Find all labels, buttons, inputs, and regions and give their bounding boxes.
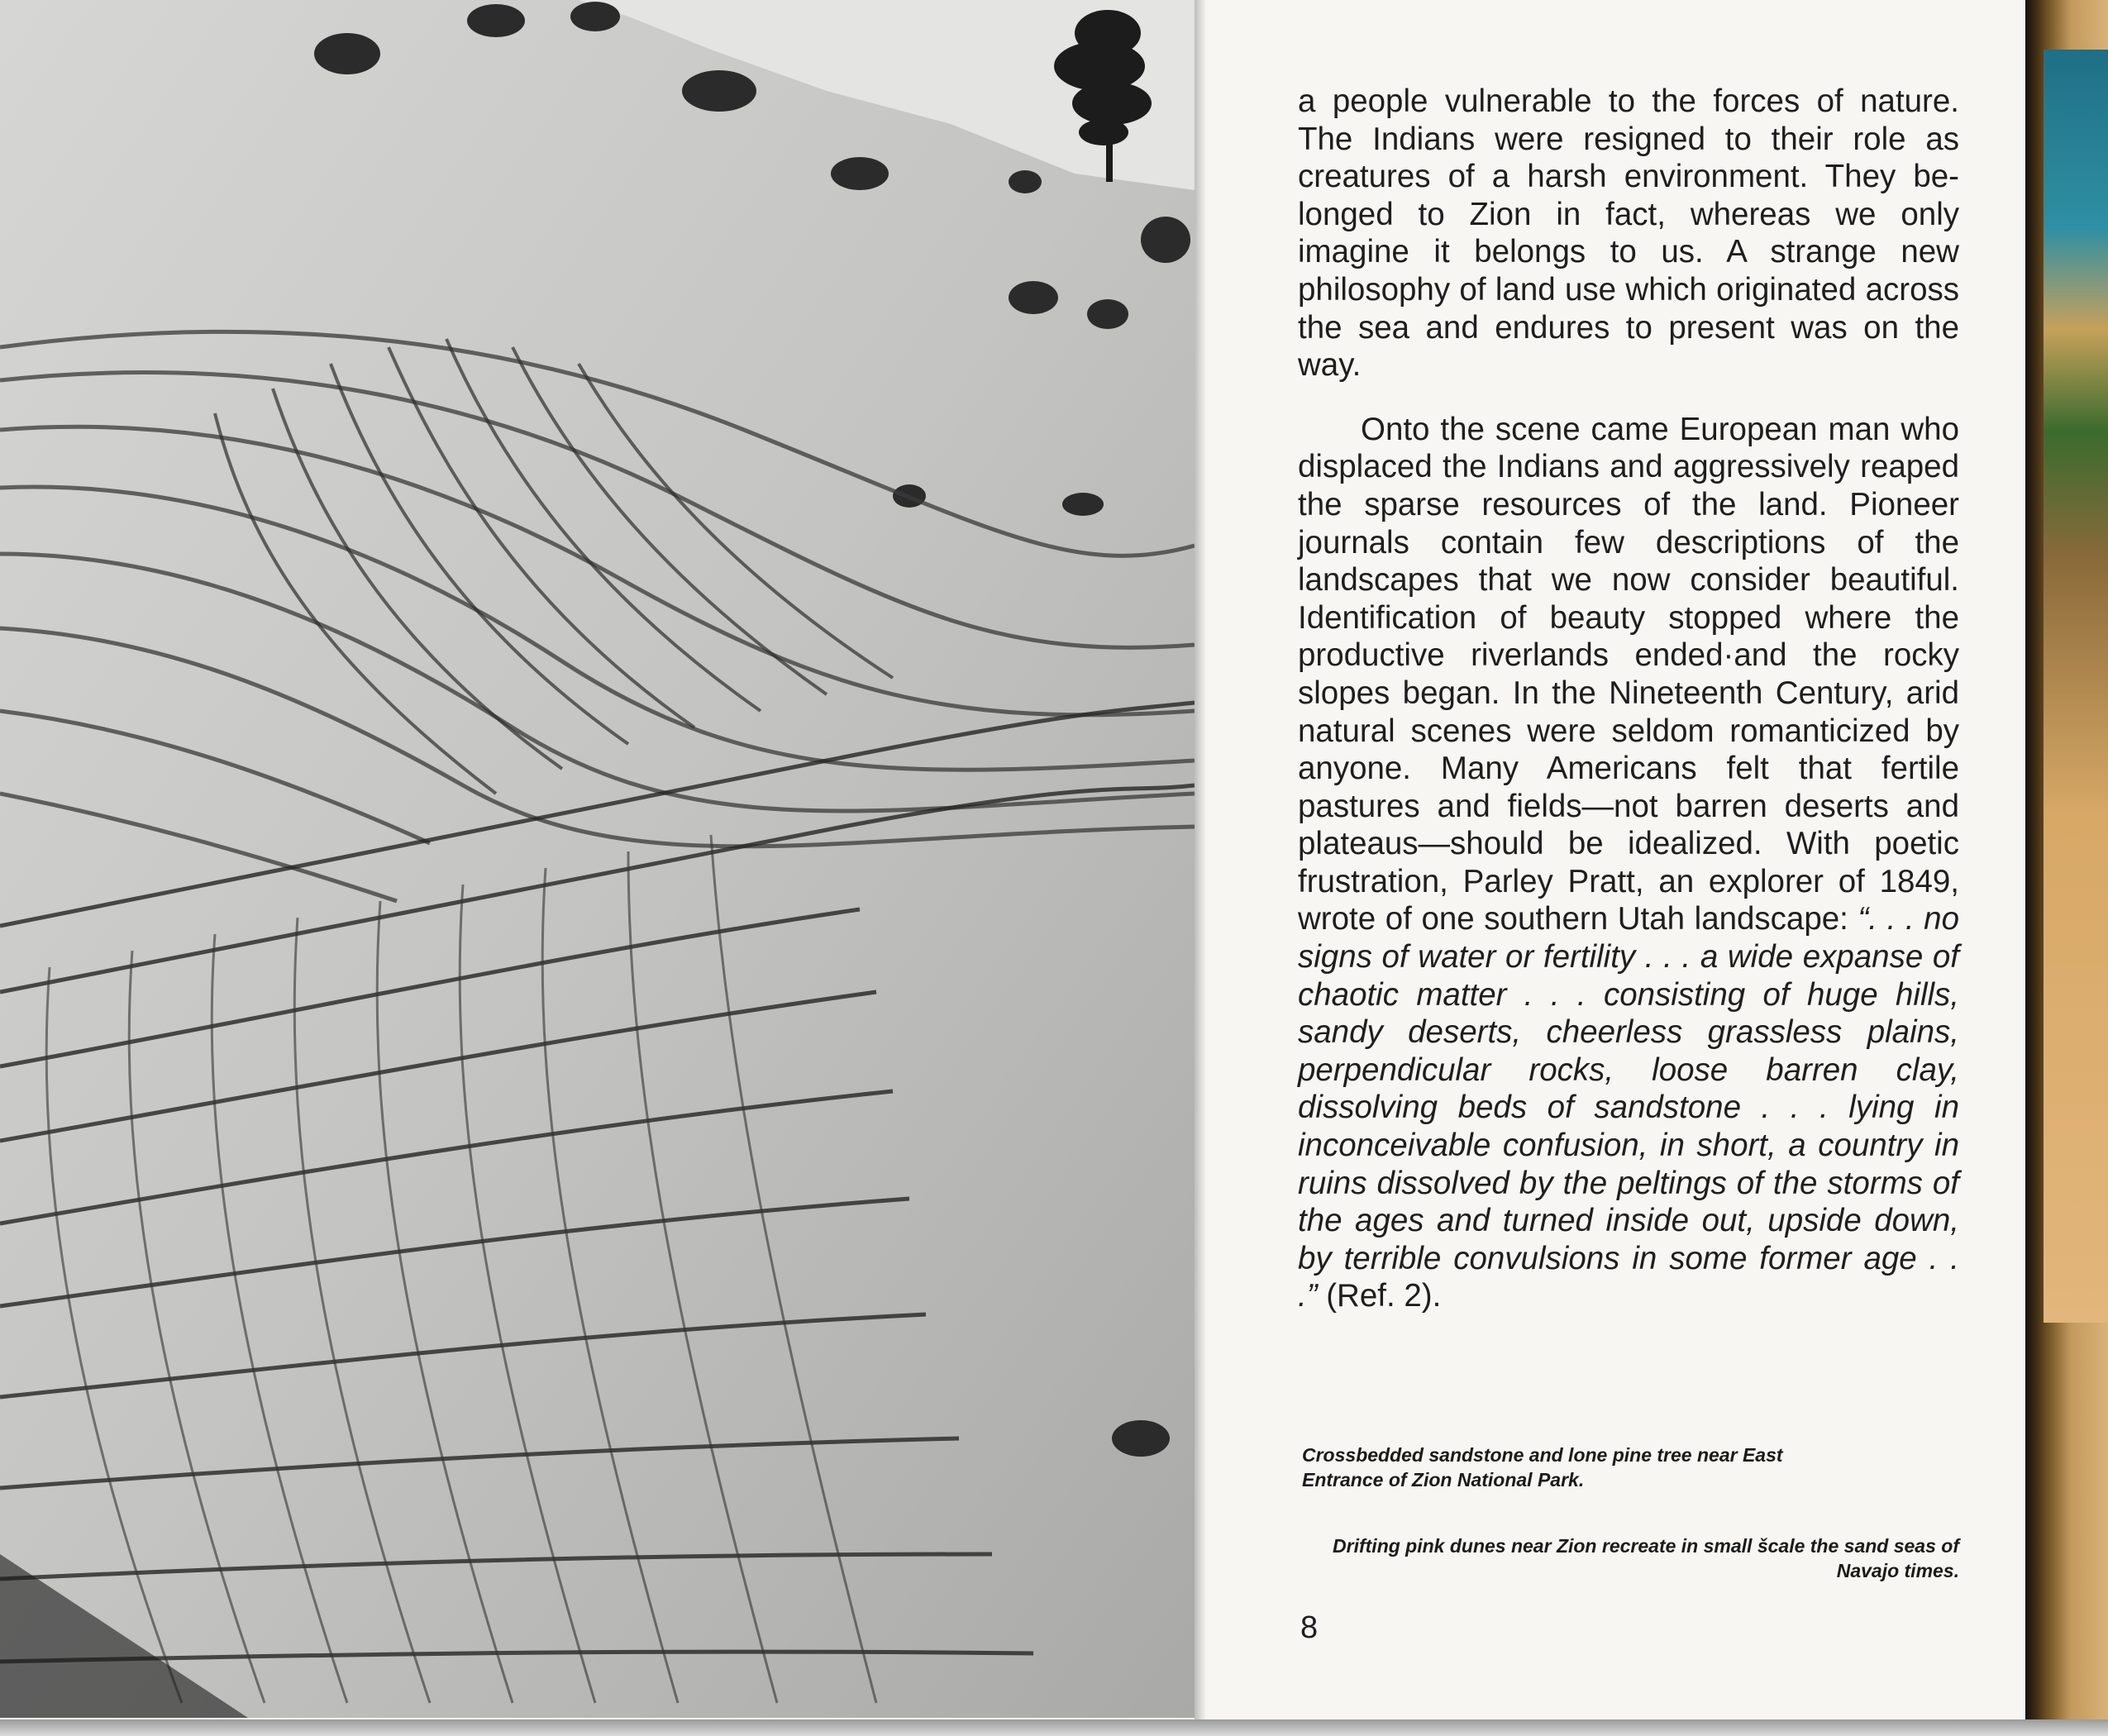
pratt-quote: “. . . no signs of water or fertility . . . a wide expanse of chaotic matter . . . consisting of huge hills, sandy deserts, cheerless grassless plains, perpendicular rocks, loose barren clay, dissolving beds of sandstone . . . lying in inconceivable confusion, in short, a country in ruins dissolved by the peltings of the storms of the ages and turned inside out, upside down, by terrible convulsions in some former age . . .”: [1298, 901, 1960, 1314]
dune-photo-edge: [2044, 50, 2108, 1323]
body-text-column: [1298, 83, 1959, 1315]
caption-left-photo: Crossbedded sandstone and lone pine tree near East Entrance of Zion National Park.: [1302, 1444, 1783, 1490]
page-gutter: [1195, 0, 1206, 1724]
scan-bottom-edge: [0, 1719, 2108, 1736]
paragraph-2: [1298, 411, 1959, 1315]
photo-captions: [1302, 1443, 1963, 1583]
reference-citation: (Ref. 2).: [1317, 1278, 1442, 1314]
paragraph-2-intro: Onto the scene came European man who displaced the Indians and aggressively reaped the sparse resources of the land. Pioneer journals contain few descriptions of the landscapes that we now consider beautiful. Identification of beauty stopped where the productive riverlands ended·and the rocky slopes began. In the Nineteenth Century, arid natural scenes were seldom romanticized by anyone. Many Americans felt that fertile pastures and fields—not barren deserts and plateaus—should be idealized. With poetic frustration, Parley Pratt, an explorer of 1849, wrote of one southern Utah landscape:: [1298, 411, 1959, 937]
paragraph-1: a people vulnerable to the forces of nature. The Indians were resigned to their role as creatures of a harsh environment. They belonged to Zion in fact, whereas we only imagine it belongs to us. A strange new philosophy of land use which originated across the sea and endures to present was on the way.: [1298, 83, 1959, 384]
caption-right-photo: Drifting pink dunes near Zion recreate in small šcale the sand seas of Navajo times.: [1333, 1535, 1959, 1581]
adjacent-page-edge: [2025, 0, 2108, 1724]
page-number: 8: [1300, 1610, 1319, 1645]
